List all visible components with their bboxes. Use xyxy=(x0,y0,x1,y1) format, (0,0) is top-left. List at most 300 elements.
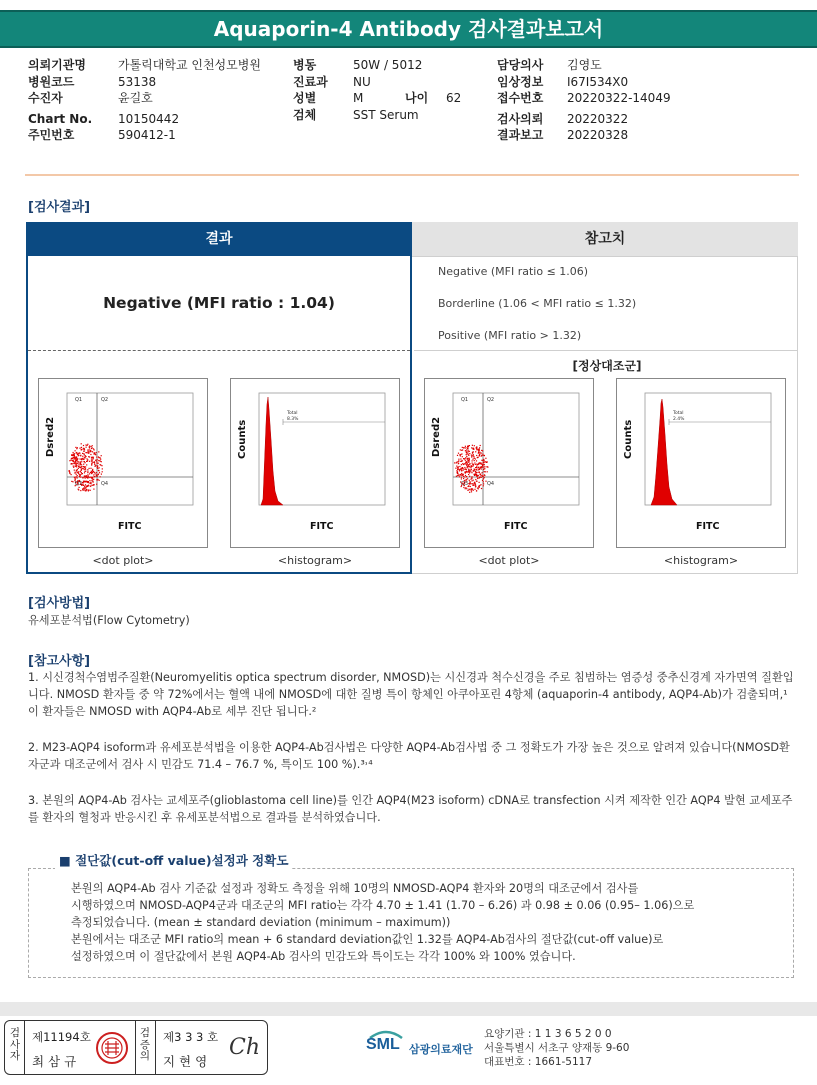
gate-value: 2.4% xyxy=(673,417,685,422)
scatter-dot xyxy=(468,446,469,447)
confirmer-name: 지 현 영 xyxy=(163,1054,208,1069)
info-value: 20220322-14049 xyxy=(567,91,671,105)
dot-cluster xyxy=(69,443,103,491)
scatter-dot xyxy=(81,443,82,444)
scatter-dot xyxy=(84,457,85,458)
scatter-dot xyxy=(464,476,465,477)
scatter-dot xyxy=(81,461,82,462)
scatter-dot xyxy=(459,470,460,471)
scatter-dot xyxy=(88,449,89,450)
scatter-dot xyxy=(459,454,460,455)
scatter-dot xyxy=(101,465,102,466)
scatter-dot xyxy=(482,454,483,455)
scatter-dot xyxy=(480,474,481,475)
scatter-dot xyxy=(77,458,78,459)
scatter-dot xyxy=(482,480,483,481)
scatter-dot xyxy=(99,472,100,473)
quadrant-label: Q1 xyxy=(461,397,469,403)
scatter-dot xyxy=(458,463,459,464)
info-row xyxy=(293,107,483,124)
scatter-dot xyxy=(469,480,470,481)
scatter-dot xyxy=(91,472,92,473)
scatter-dot xyxy=(483,481,484,482)
scatter-dot xyxy=(459,466,460,467)
scatter-dot xyxy=(482,465,483,466)
scatter-dot xyxy=(465,450,466,451)
info-row xyxy=(497,127,697,144)
scatter-dot xyxy=(86,486,87,487)
scatter-dot xyxy=(479,452,480,453)
scatter-dot xyxy=(77,475,78,476)
plot-frame xyxy=(259,393,385,505)
scatter-dot xyxy=(97,459,98,460)
scatter-dot xyxy=(91,465,92,466)
y-axis-label: Counts xyxy=(237,419,248,459)
scatter-dot xyxy=(475,485,476,486)
scatter-dot xyxy=(82,482,83,483)
scatter-dot xyxy=(100,476,101,477)
scatter-dot xyxy=(94,453,95,454)
header-separator xyxy=(25,174,799,176)
scatter-dot xyxy=(470,463,471,464)
scatter-dot xyxy=(484,471,485,472)
scatter-dot xyxy=(89,451,90,452)
scatter-dot xyxy=(75,477,76,478)
scatter-dot xyxy=(92,459,93,460)
sml-logo-icon xyxy=(366,1028,406,1056)
scatter-dot xyxy=(458,474,459,475)
scatter-dot xyxy=(85,456,86,457)
scatter-dot xyxy=(463,487,464,488)
info-row xyxy=(497,90,697,107)
lab-info-line: 대표번호 : 1661-5117 xyxy=(484,1056,593,1068)
scatter-dot xyxy=(455,468,456,469)
scatter-dot xyxy=(78,463,79,464)
scatter-dot xyxy=(457,461,458,462)
scatter-dot xyxy=(92,481,93,482)
scatter-dot xyxy=(470,483,471,484)
scatter-dot xyxy=(77,447,78,448)
scatter-dot xyxy=(468,462,469,463)
info-label: 결과보고 xyxy=(497,128,544,142)
scatter-dot xyxy=(93,476,94,477)
result-divider xyxy=(28,350,410,351)
scatter-dot xyxy=(475,479,476,480)
scatter-dot xyxy=(469,471,470,472)
scatter-dot xyxy=(458,459,459,460)
scatter-dot xyxy=(89,473,90,474)
scatter-dot xyxy=(82,468,83,469)
info-row xyxy=(497,74,697,91)
scatter-dot xyxy=(75,478,76,479)
scatter-dot xyxy=(463,447,464,448)
info-label: 성별 xyxy=(293,91,317,105)
cutoff-line: 시행하였으며 NMOSD-AQP4군과 대조군의 MFI ratio는 각각 4.70 ± 1.41 (1.70 – 6.26) 과 0.98 ± 0.06 (0.95– 1.06)으로 xyxy=(71,899,695,912)
scatter-dot xyxy=(87,445,88,446)
scatter-dot xyxy=(461,464,462,465)
scatter-dot xyxy=(88,490,89,491)
cutoff-line: 설정하였으며 이 절단값에서 본원 AQP4-Ab 검사의 민감도와 특이도는 각각 100% 와 100% 였습니다. xyxy=(71,950,576,963)
patient-info-col2 xyxy=(293,57,483,123)
scatter-dot xyxy=(473,465,474,466)
scatter-dot xyxy=(481,469,482,470)
scatter-dot xyxy=(458,466,459,467)
info-label: 검체 xyxy=(293,107,317,122)
scatter-dot xyxy=(95,460,96,461)
scatter-dot xyxy=(479,455,480,456)
scatter-dot xyxy=(471,480,472,481)
scatter-dot xyxy=(71,463,72,464)
scatter-dot xyxy=(481,460,482,461)
x-axis-label: FITC xyxy=(504,521,528,532)
scatter-dot xyxy=(473,455,474,456)
scatter-dot xyxy=(75,457,76,458)
scatter-dot xyxy=(86,458,87,459)
scatter-dot xyxy=(90,472,91,473)
scatter-dot xyxy=(475,483,476,484)
scatter-dot xyxy=(476,460,477,461)
scatter-dot xyxy=(90,485,91,486)
scatter-dot xyxy=(456,476,457,477)
scatter-dot xyxy=(481,467,482,468)
scatter-dot xyxy=(456,462,457,463)
cutoff-line: 측정되었습니다. (mean ± standard deviation (minimum – maximum)) xyxy=(71,916,451,929)
notes-section-title: [참고사항] xyxy=(28,654,91,669)
scatter-dot xyxy=(80,475,81,476)
y-axis-label: Dsred2 xyxy=(45,416,56,457)
patient-histogram-svg xyxy=(231,379,401,549)
scatter-dot xyxy=(98,463,99,464)
scatter-dot xyxy=(476,490,477,491)
scatter-dot xyxy=(69,473,70,474)
scatter-dot xyxy=(75,479,76,480)
scatter-dot xyxy=(85,444,86,445)
gate-label: Total xyxy=(287,411,298,416)
scatter-dot xyxy=(461,450,462,451)
scatter-dot xyxy=(465,447,466,448)
scatter-dot xyxy=(87,450,88,451)
scatter-dot xyxy=(462,467,463,468)
scatter-dot xyxy=(473,483,474,484)
result-value: Negative (MFI ratio : 1.04) xyxy=(103,294,335,312)
scatter-dot xyxy=(78,461,79,462)
scatter-dot xyxy=(466,465,467,466)
scatter-dot xyxy=(91,485,92,486)
scatter-dot xyxy=(465,460,466,461)
scatter-dot xyxy=(78,466,79,467)
scatter-dot xyxy=(459,476,460,477)
lab-info xyxy=(484,1027,629,1069)
control-dot-plot-caption: <dot plot> xyxy=(478,554,540,567)
scatter-dot xyxy=(82,477,83,478)
scatter-dot xyxy=(84,472,85,473)
scatter-dot xyxy=(474,489,475,490)
reference-negative: Negative (MFI ratio ≤ 1.06) xyxy=(438,265,589,278)
scatter-dot xyxy=(88,485,89,486)
scatter-dot xyxy=(478,488,479,489)
scatter-dot xyxy=(463,478,464,479)
reference-header: 참고치 xyxy=(412,222,798,256)
info-value: I67I534X0 xyxy=(567,74,629,89)
control-dot-plot-svg xyxy=(425,379,595,549)
scatter-dot xyxy=(93,489,94,490)
scatter-dot xyxy=(84,450,85,451)
scatter-dot xyxy=(79,452,80,453)
scatter-dot xyxy=(470,479,471,480)
info-value: 53138 xyxy=(118,74,157,89)
histogram-peak xyxy=(261,397,283,505)
scatter-dot xyxy=(469,492,470,493)
scatter-dot xyxy=(75,450,76,451)
scatter-dot xyxy=(469,481,470,482)
control-histogram-svg xyxy=(617,379,787,549)
info-label: 담당의사 xyxy=(497,58,544,72)
scatter-dot xyxy=(463,464,464,465)
scatter-dot xyxy=(69,460,70,461)
scatter-dot xyxy=(85,462,86,463)
scatter-dot xyxy=(91,458,92,459)
scatter-dot xyxy=(479,477,480,478)
scatter-dot xyxy=(100,459,101,460)
scatter-dot xyxy=(84,467,85,468)
scatter-dot xyxy=(480,484,481,485)
scatter-dot xyxy=(72,460,73,461)
scatter-dot xyxy=(458,469,459,470)
scatter-dot xyxy=(78,468,79,469)
scatter-dot xyxy=(473,448,474,449)
scatter-dot xyxy=(460,474,461,475)
scatter-dot xyxy=(82,458,83,459)
scatter-dot xyxy=(90,482,91,483)
method-text: 유세포분석법(Flow Cytometry) xyxy=(28,614,190,627)
scatter-dot xyxy=(73,467,74,468)
scatter-dot xyxy=(81,464,82,465)
scatter-dot xyxy=(91,463,92,464)
scatter-dot xyxy=(71,481,72,482)
scatter-dot xyxy=(468,454,469,455)
scatter-dot xyxy=(466,451,467,452)
scatter-dot xyxy=(487,466,488,467)
scatter-dot xyxy=(467,466,468,467)
scatter-dot xyxy=(474,462,475,463)
seal-stamp-icon xyxy=(95,1031,129,1065)
lab-info-line: 요양기관 : 1 1 3 6 5 2 0 0 xyxy=(484,1028,612,1040)
scatter-dot xyxy=(475,467,476,468)
scatter-dot xyxy=(80,490,81,491)
results-box xyxy=(26,222,798,574)
scatter-dot xyxy=(462,456,463,457)
info-row xyxy=(497,57,697,74)
scatter-dot xyxy=(469,458,470,459)
lab-info-line: 서울특별시 서초구 양재동 9-60 xyxy=(484,1042,630,1054)
scatter-dot xyxy=(462,447,463,448)
scatter-dot xyxy=(96,463,97,464)
scatter-dot xyxy=(82,466,83,467)
scatter-dot xyxy=(476,481,477,482)
info-value: 김영도 xyxy=(567,58,602,72)
scatter-dot xyxy=(469,453,470,454)
scatter-dot xyxy=(467,459,468,460)
scatter-dot xyxy=(479,468,480,469)
report-title: Aquaporin-4 Antibody 검사결과보고서 xyxy=(0,10,817,48)
scatter-dot xyxy=(88,482,89,483)
scatter-dot xyxy=(473,454,474,455)
scatter-dot xyxy=(69,471,70,472)
scatter-dot xyxy=(80,458,81,459)
scatter-dot xyxy=(469,466,470,467)
scatter-dot xyxy=(95,473,96,474)
scatter-dot xyxy=(82,488,83,489)
control-histogram-caption: <histogram> xyxy=(663,554,739,567)
scatter-dot xyxy=(92,457,93,458)
scatter-dot xyxy=(479,482,480,483)
scatter-dot xyxy=(100,464,101,465)
x-axis-label: FITC xyxy=(696,521,720,532)
divider xyxy=(24,1021,25,1074)
scatter-dot xyxy=(483,469,484,470)
scatter-dot xyxy=(457,455,458,456)
y-axis-label: Dsred2 xyxy=(431,416,442,457)
scatter-dot xyxy=(80,477,81,478)
scatter-dot xyxy=(75,461,76,462)
info-row xyxy=(28,57,288,74)
scatter-dot xyxy=(91,446,92,447)
scatter-dot xyxy=(96,484,97,485)
scatter-dot xyxy=(92,460,93,461)
scatter-dot xyxy=(486,461,487,462)
scatter-dot xyxy=(487,471,488,472)
scatter-dot xyxy=(461,468,462,469)
org-name: 삼광의료재단 xyxy=(409,1043,473,1056)
scatter-dot xyxy=(80,455,81,456)
scatter-dot xyxy=(473,490,474,491)
scatter-dot xyxy=(468,460,469,461)
info-value: M xyxy=(353,91,364,105)
scatter-dot xyxy=(94,464,95,465)
scatter-dot xyxy=(481,477,482,478)
scatter-dot xyxy=(84,488,85,489)
scatter-dot xyxy=(101,455,102,456)
scatter-dot xyxy=(485,471,486,472)
scatter-dot xyxy=(479,447,480,448)
cutoff-text xyxy=(71,880,791,965)
scatter-dot xyxy=(478,453,479,454)
divider xyxy=(135,1021,136,1074)
scatter-dot xyxy=(74,459,75,460)
patient-info-col3 xyxy=(497,57,697,144)
scatter-dot xyxy=(472,459,473,460)
reference-borderline: Borderline (1.06 < MFI ratio ≤ 1.32) xyxy=(438,297,637,310)
scatter-dot xyxy=(475,486,476,487)
scatter-dot xyxy=(72,455,73,456)
scatter-dot xyxy=(87,469,88,470)
scatter-dot xyxy=(485,458,486,459)
info-label: 의뢰기관명 xyxy=(28,58,86,72)
patient-dot-plot xyxy=(38,378,208,548)
scatter-dot xyxy=(476,464,477,465)
histogram-caption: <histogram> xyxy=(277,554,353,567)
info-row xyxy=(293,57,483,74)
scatter-dot xyxy=(466,454,467,455)
scatter-dot xyxy=(93,474,94,475)
confirmer-license: 제3 3 3 호 xyxy=(163,1030,219,1044)
info-value: 20220328 xyxy=(567,128,629,142)
scatter-dot xyxy=(85,469,86,470)
scatter-dot xyxy=(472,463,473,464)
scatter-dot xyxy=(98,470,99,471)
scatter-dot xyxy=(80,467,81,468)
scatter-dot xyxy=(476,455,477,456)
scatter-dot xyxy=(86,464,87,465)
scatter-dot xyxy=(479,469,480,470)
scatter-dot xyxy=(102,471,103,472)
scatter-dot xyxy=(76,457,77,458)
scatter-dot xyxy=(92,479,93,480)
scatter-dot xyxy=(81,473,82,474)
scatter-dot xyxy=(72,463,73,464)
info-label: 검사의뢰 xyxy=(497,111,544,126)
scatter-dot xyxy=(461,453,462,454)
scatter-dot xyxy=(89,468,90,469)
scatter-dot xyxy=(466,469,467,470)
logo-text: SML xyxy=(366,1036,400,1053)
scatter-dot xyxy=(82,484,83,485)
scatter-dot xyxy=(471,472,472,473)
scatter-dot xyxy=(85,471,86,472)
scatter-dot xyxy=(466,471,467,472)
dot-plot-caption: <dot plot> xyxy=(92,554,154,567)
scatter-dot xyxy=(468,470,469,471)
info-row xyxy=(293,74,483,91)
scatter-dot xyxy=(87,444,88,445)
info-row xyxy=(497,111,697,128)
scatter-dot xyxy=(77,454,78,455)
scatter-dot xyxy=(469,445,470,446)
scatter-dot xyxy=(474,469,475,470)
scatter-dot xyxy=(77,469,78,470)
scatter-dot xyxy=(467,490,468,491)
scatter-dot xyxy=(481,463,482,464)
scatter-dot xyxy=(92,445,93,446)
age-label: 나이 xyxy=(405,91,429,105)
y-axis-label: Counts xyxy=(623,419,634,459)
scatter-dot xyxy=(476,449,477,450)
scatter-dot xyxy=(94,472,95,473)
info-label: 수진자 xyxy=(28,91,63,105)
scatter-dot xyxy=(468,469,469,470)
scatter-dot xyxy=(71,459,72,460)
scatter-dot xyxy=(88,452,89,453)
scatter-dot xyxy=(484,466,485,467)
scatter-dot xyxy=(463,470,464,471)
scatter-dot xyxy=(81,469,82,470)
scatter-dot xyxy=(476,469,477,470)
scatter-dot xyxy=(472,464,473,465)
scatter-dot xyxy=(472,460,473,461)
scatter-dot xyxy=(80,463,81,464)
scatter-dot xyxy=(472,485,473,486)
scatter-dot xyxy=(76,464,77,465)
scatter-dot xyxy=(454,462,455,463)
x-axis-label: FITC xyxy=(310,521,334,532)
results-section-title: [검사결과] xyxy=(28,200,91,215)
scatter-dot xyxy=(467,447,468,448)
scatter-dot xyxy=(92,447,93,448)
scatter-dot xyxy=(78,464,79,465)
scatter-dot xyxy=(481,453,482,454)
scatter-dot xyxy=(98,474,99,475)
scatter-dot xyxy=(475,472,476,473)
